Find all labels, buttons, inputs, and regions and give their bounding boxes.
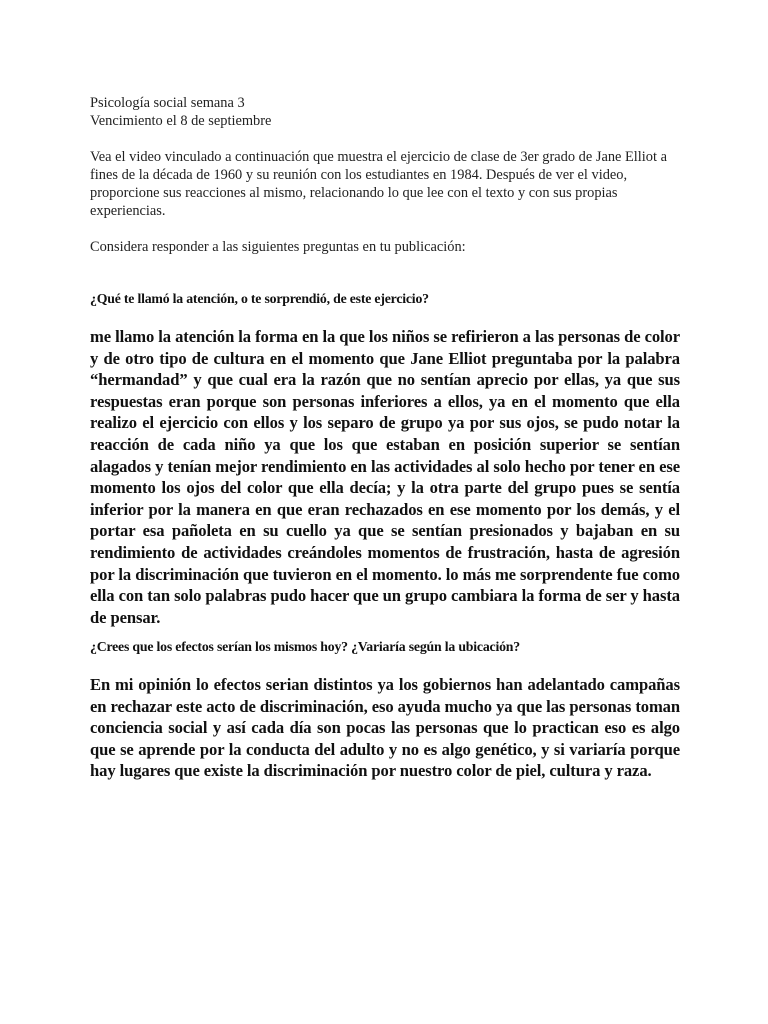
question-2 [90, 638, 680, 656]
question-heading: ¿Qué te llamó la atención, o te sorprendió, de este ejercicio? [90, 291, 429, 306]
instructions-block [90, 148, 680, 220]
prompt-text: Considera responder a las siguientes preguntas en tu publicación: [90, 239, 466, 255]
prompt-block [90, 238, 680, 256]
answer-text: me llamo la atención la forma en la que los niños se refirieron a las personas de color y de otro tipo de cultura en el momento que Jane Elliot preguntaba por la palabra “hermandad” y que cual era la razón que no sentían aprecio por ellas, ya que sus respuestas eran porque son personas inferiores a ellos, ya en el momento que ella realizo el ejercicio con ellos y los separo de grupo ya por sus ojos, se pudo notar la reacción de cada niño ya que los que estaban en posición superior se sentían alagados y tenían mejor rendimiento en las actividades al solo hecho por tener en ese momento los ojos del color que ella decía; y la otra parte del grupo pues se sentía inferior por la manera en que eran rechazados en ese momento por los demás, y el portar esa pañoleta en su cuello ya que se sentían presionados y bajaban en su rendimiento de actividades creándoles momentos de frustración, hasta de agresión por la discriminación que tuvieron en el momento. lo más me sorprendente fue como ella con tan solo palabras pudo hacer que un grupo cambiara la forma de ser y hasta de pensar. [90, 327, 680, 627]
instructions-text: Vea el video vinculado a continuación que muestra el ejercicio de clase de 3er grado de Jane Elliot a fines de la década de 1960 y su reunión con los estudiantes en 1984. Después de ver el video, proporcione sus reacciones al mismo, relacionando lo que lee con el texto y con sus propias experiencias. [90, 149, 667, 219]
answer-text: En mi opinión lo efectos serian distintos ya los gobiernos han adelantado campañas en rechazar este acto de discriminación, eso ayuda mucho ya que las personas toman conciencia social y así cada día son pocas las personas que lo practican eso es algo que se aprende por la conducta del adulto y no es algo genético, y si variaría porque hay lugares que existe la discriminación por nuestro color de piel, cultura y raza. [90, 675, 680, 781]
due-date: Vencimiento el 8 de septiembre [90, 113, 272, 129]
document-header [90, 94, 680, 130]
question-heading: ¿Crees que los efectos serían los mismos hoy? ¿Variaría según la ubicación? [90, 639, 520, 654]
question-1 [90, 290, 680, 308]
answer-1 [90, 326, 680, 628]
course-title: Psicología social semana 3 [90, 95, 245, 111]
answer-2 [90, 674, 680, 782]
